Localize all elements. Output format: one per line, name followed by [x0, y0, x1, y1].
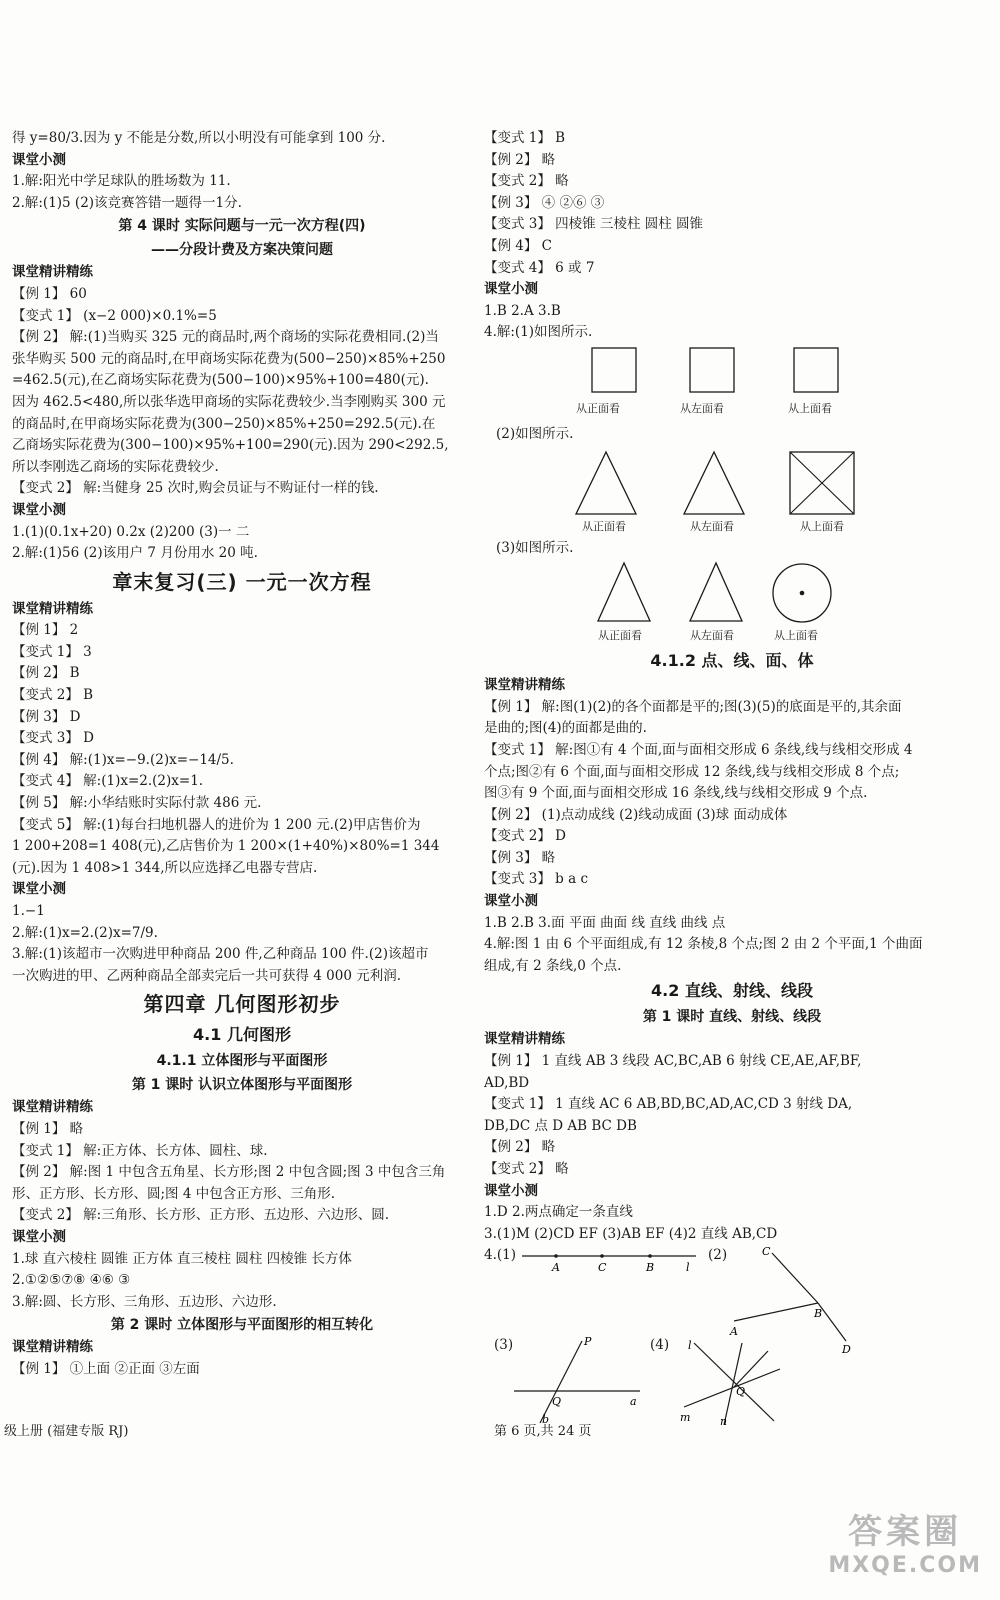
answer-line: 【变式 1】 1 直线 AC 6 AB,BD,BC,AD,AC,CD 3 射线 DA, [484, 1096, 853, 1113]
answer-line: 形、正方形、长方形、圆;图 4 中包含正方形、三角形. [12, 1185, 336, 1202]
answer-line: DB,DC 点 D AB BC DB [484, 1117, 637, 1134]
section-heading: 课堂小测 [12, 1228, 66, 1245]
section-heading: 课堂小测 [12, 501, 66, 518]
answer-line: 【例 1】 ①上面 ②正面 ③左面 [12, 1360, 200, 1377]
answer-line: 1.球 直六棱柱 圆锥 正方体 直三棱柱 圆柱 四棱锥 长方体 [12, 1250, 352, 1267]
views-figure-2 [484, 446, 980, 538]
answer-line: 【例 1】 1 直线 AB 3 线段 AC,BC,AB 6 射线 CE,AE,AF,BF, [484, 1053, 862, 1070]
label-l4: l [688, 1339, 692, 1353]
seg-BD [818, 1303, 846, 1341]
section-heading: 课堂精讲精练 [12, 264, 93, 281]
caption-left-3: 从左面看 [690, 629, 734, 643]
answer-line: 【变式 2】 解:三角形、长方形、正方形、五边形、六边形、圆. [12, 1207, 390, 1224]
sub3-label: (3) [494, 1337, 514, 1354]
views-figure-1 [484, 344, 980, 424]
title-line: 第四章 几何图形初步 [143, 992, 341, 1017]
right-mid-answers [484, 647, 980, 1245]
answer-line: 【例 2】 略 [484, 151, 556, 168]
title-line: 第 1 课时 认识立体图形与平面图形 [131, 1077, 353, 1094]
sub2-label: (2) [708, 1247, 728, 1264]
watermark [828, 1504, 982, 1578]
answer-line: 【例 3】 ④ ②⑥ ③ [484, 194, 605, 211]
answer-line: 2.解:(1)5 (2)该竞赛答错一题得一1分. [12, 194, 242, 211]
label-D2: D [842, 1343, 851, 1357]
answer-line: 【变式 2】 略 [484, 173, 569, 190]
footer-page-number: 第 6 页,共 24 页 [494, 1424, 592, 1439]
label-l: l [686, 1261, 690, 1275]
section-heading: 课堂精讲精练 [484, 677, 565, 694]
answer-line: 4.解:图 1 由 6 个平面组成,有 12 条棱,8 个点;图 2 由 2 个平面,1 个曲面 [484, 936, 923, 953]
section-heading: 课堂精讲精练 [12, 600, 93, 617]
answer-line: 1.(1)(0.1x+20) 0.2x (2)200 (3)一 二 [12, 523, 250, 540]
label-b: b [542, 1413, 550, 1426]
label-m: m [680, 1411, 691, 1425]
answer-line: 1.D 2.两点确定一条直线 [484, 1204, 633, 1221]
label-C2: C [762, 1245, 771, 1259]
answer-line: 【变式 2】 D [484, 828, 566, 845]
answer-line: =462.5(元),在乙商场实际花费为(500−100)×95%+100=480(元). [12, 372, 429, 389]
watermark-url: MXQE.COM [828, 1553, 982, 1578]
line-b [540, 1341, 582, 1426]
answer-line: 1.B 2.B 3.面 平面 曲面 线 直线 曲线 点 [484, 914, 726, 931]
answer-line: 【变式 1】 解:正方体、长方体、圆柱、球. [12, 1142, 268, 1159]
answer-line: 2.解:(1)56 (2)该用户 7 月份用水 20 吨. [12, 545, 258, 562]
lines-figures [484, 1245, 980, 1425]
views-figure-3 [484, 559, 980, 647]
seg-AB [734, 1303, 818, 1321]
title-line: 第 2 课时 立体图形与平面图形的相互转化 [110, 1317, 374, 1334]
answer-line: 4.解:(1)如图所示. [484, 324, 593, 341]
sub4-label: (4) [650, 1337, 670, 1354]
label-a: a [630, 1395, 637, 1409]
footer-left: 级上册 (福建专版 RJ) [4, 1424, 129, 1439]
answer-line: 【变式 1】 B [484, 130, 566, 146]
answer-line: 【例 4】 C [484, 237, 553, 254]
title-line: 第 4 课时 实际问题与一元一次方程(四) [118, 218, 366, 235]
answer-line: 【例 2】 B [12, 665, 80, 682]
title-line: 章末复习(三) 一元一次方程 [112, 569, 372, 594]
left-column [12, 128, 472, 1381]
triangle-front-2 [576, 452, 636, 514]
answer-line: 1.解:阳光中学足球队的胜场数为 11. [12, 173, 231, 190]
square-top [794, 348, 838, 392]
answer-line: 3.解:圆、长方形、三角形、五边形、六边形. [12, 1293, 277, 1310]
answer-line: (元).因为 1 408>1 344,所以应选择乙电器专营店. [12, 859, 318, 876]
answer-line: 【变式 2】 解:当健身 25 次时,购会员证与不购证付一样的钱. [12, 480, 379, 497]
answer-line: 乙商场实际花费为(300−100)×95%+100=290(元).因为 290<292.5, [12, 437, 449, 454]
answer-line: 【变式 4】 6 或 7 [484, 259, 595, 276]
answer-line: 【变式 4】 解:(1)x=2.(2)x=1. [12, 773, 204, 790]
answer-line: 【例 3】 略 [484, 849, 556, 866]
answer-line: 张华购买 500 元的商品时,在甲商场实际花费为(500−250)×85%+250 [12, 350, 446, 367]
point-C [600, 1255, 604, 1259]
label-P: P [584, 1335, 592, 1349]
title-line: 第 1 课时 直线、射线、线段 [642, 1009, 822, 1026]
answer-line: 【例 2】 解:图 1 中包含五角星、长方形;图 2 中包含圆;图 3 中包含三角 [12, 1164, 446, 1181]
title-line: ——分段计费及方案决策问题 [151, 242, 333, 259]
answer-line: 【例 2】 解:(1)当购买 325 元的商品时,两个商场的实际花费相同.(2)当 [12, 329, 439, 346]
answer-line: 因为 462.5<480,所以张华选甲商场的实际花费较少.当李刚购买 300 元 [12, 393, 446, 410]
watermark-logo: 答案圈 [848, 1512, 963, 1552]
answer-line: 【变式 3】 四棱锥 三棱柱 圆柱 圆锥 [484, 216, 704, 233]
answer-line: 是曲的;图(4)的面都是曲的. [484, 720, 647, 737]
section-heading: 课堂精讲精练 [12, 1339, 93, 1356]
answer-line: 1.B 2.A 3.B [484, 302, 561, 319]
answer-line: 【例 1】 2 [12, 622, 79, 639]
label-C1: C [598, 1261, 607, 1275]
line-n [724, 1343, 742, 1425]
label-Q4: Q [736, 1385, 746, 1399]
answer-line: 【例 1】 略 [12, 1120, 84, 1137]
triangle-front-3 [598, 563, 650, 621]
seg-CB [772, 1253, 818, 1303]
section-heading: 课堂小测 [484, 281, 538, 298]
answer-line: 【例 2】 略 [484, 1139, 556, 1156]
answer-line: 【变式 3】 b a c [484, 871, 589, 888]
point-B [648, 1255, 652, 1259]
fig2-label: (2)如图所示. [496, 425, 574, 442]
answer-line: 1.−1 [12, 903, 45, 919]
answer-line: 【例 5】 解:小华结账时实际付款 486 元. [12, 795, 262, 812]
right-top-answers [484, 128, 980, 344]
circle-center [800, 591, 805, 596]
label-B1: B [646, 1261, 655, 1275]
answer-line: 【例 2】 (1)点动成线 (2)线动成面 (3)球 面动成体 [484, 806, 788, 823]
answer-line: 的商品时,在甲商场实际花费为(300−250)×85%+250=292.5(元).在 [12, 415, 436, 432]
label-A1: A [552, 1261, 560, 1275]
caption-left-2: 从左面看 [690, 519, 734, 533]
title-line: 4.1 几何图形 [193, 1025, 291, 1045]
title-line: 4.2 直线、射线、线段 [651, 981, 813, 1001]
fig3-label: (3)如图所示. [496, 539, 574, 556]
answer-line: 【变式 1】 解:图①有 4 个面,面与面相交形成 6 条线,线与线相交形成 4 [484, 741, 913, 758]
line-diagrams [484, 1245, 980, 1425]
right-column [484, 128, 980, 1425]
label-n: n [720, 1415, 728, 1426]
answer-line: 【变式 3】 D [12, 730, 94, 747]
answer-line: 3.(1)M (2)CD EF (3)AB EF (4)2 直线 AB,CD [484, 1225, 778, 1242]
caption-front-2: 从正面看 [582, 519, 626, 533]
section-heading: 课堂小测 [12, 151, 66, 168]
triangle-left-3 [690, 563, 742, 621]
section-heading: 课堂精讲精练 [484, 1031, 565, 1048]
answer-line: 【例 1】 解:图(1)(2)的各个面都是平的;图(3)(5)的底面是平的,其余面 [484, 698, 902, 715]
caption-top-1: 从上面看 [788, 401, 832, 415]
answer-line: 2.①②⑤⑦⑧ ④⑥ ③ [12, 1272, 131, 1289]
caption-front-1: 从正面看 [576, 401, 620, 415]
caption-left-1: 从左面看 [680, 401, 724, 415]
answer-line: 【变式 2】 B [12, 687, 94, 704]
caption-top-3: 从上面看 [774, 629, 818, 643]
q4-label: 4.(1) [484, 1247, 517, 1264]
answer-line: AD,BD [484, 1074, 530, 1091]
square-left [690, 348, 734, 392]
answer-line: 【变式 1】 3 [12, 643, 92, 660]
answer-line: 一次购进的甲、乙两种商品全部卖完后一共可获得 4 000 元利润. [12, 967, 402, 984]
answer-line: 所以李刚选乙商场的实际花费较少. [12, 458, 219, 475]
answer-line: 2.解:(1)x=2.(2)x=7/9. [12, 924, 158, 941]
answer-line: 【例 4】 解:(1)x=−9.(2)x=−14/5. [12, 751, 234, 768]
label-Q3: Q [552, 1395, 562, 1409]
label-B2: B [814, 1307, 823, 1321]
triangle-left-2 [684, 452, 744, 514]
answer-line: 【变式 5】 解:(1)每台扫地机器人的进价为 1 200 元.(2)甲店售价为 [12, 816, 421, 833]
answer-line: 1 200+208=1 408(元),乙店售价为 1 200×(1+40%)×80%=1 344 [12, 838, 440, 855]
answer-line: 【变式 2】 略 [484, 1161, 569, 1177]
label-A2: A [730, 1325, 738, 1339]
caption-top-2: 从上面看 [800, 519, 844, 533]
answer-line: 3.解:(1)该超市一次购进甲种商品 200 件,乙种商品 100 件.(2)该超市 [12, 946, 429, 963]
answer-line: 图③有 9 个面,面与面相交形成 16 条线,线与线相交形成 9 个点. [484, 785, 868, 802]
answer-line: 【变式 1】 (x−2 000)×0.1%=5 [12, 307, 217, 324]
answer-line: 【例 3】 D [12, 708, 81, 725]
section-heading: 课堂小测 [484, 893, 538, 910]
squares-views [484, 344, 980, 424]
point-A [554, 1255, 558, 1259]
section-heading: 课堂精讲精练 [12, 1099, 93, 1116]
section-heading: 课堂小测 [12, 881, 66, 898]
section-heading: 课堂小测 [484, 1182, 538, 1199]
title-line: 4.1.1 立体图形与平面图形 [156, 1053, 328, 1070]
title-line: 4.1.2 点、线、面、体 [650, 651, 814, 671]
answer-line: 个点;图②有 6 个面,面与面相交形成 12 条线,线与线相交形成 8 个点; [484, 763, 900, 780]
caption-front-3: 从正面看 [598, 629, 642, 643]
answer-line: 组成,有 2 条线,0 个点. [484, 957, 622, 974]
answer-line: 【例 1】 60 [12, 285, 87, 302]
square-front [592, 348, 636, 392]
answer-line: 得 y=80/3.因为 y 不能是分数,所以小明没有可能拿到 100 分. [12, 130, 386, 146]
